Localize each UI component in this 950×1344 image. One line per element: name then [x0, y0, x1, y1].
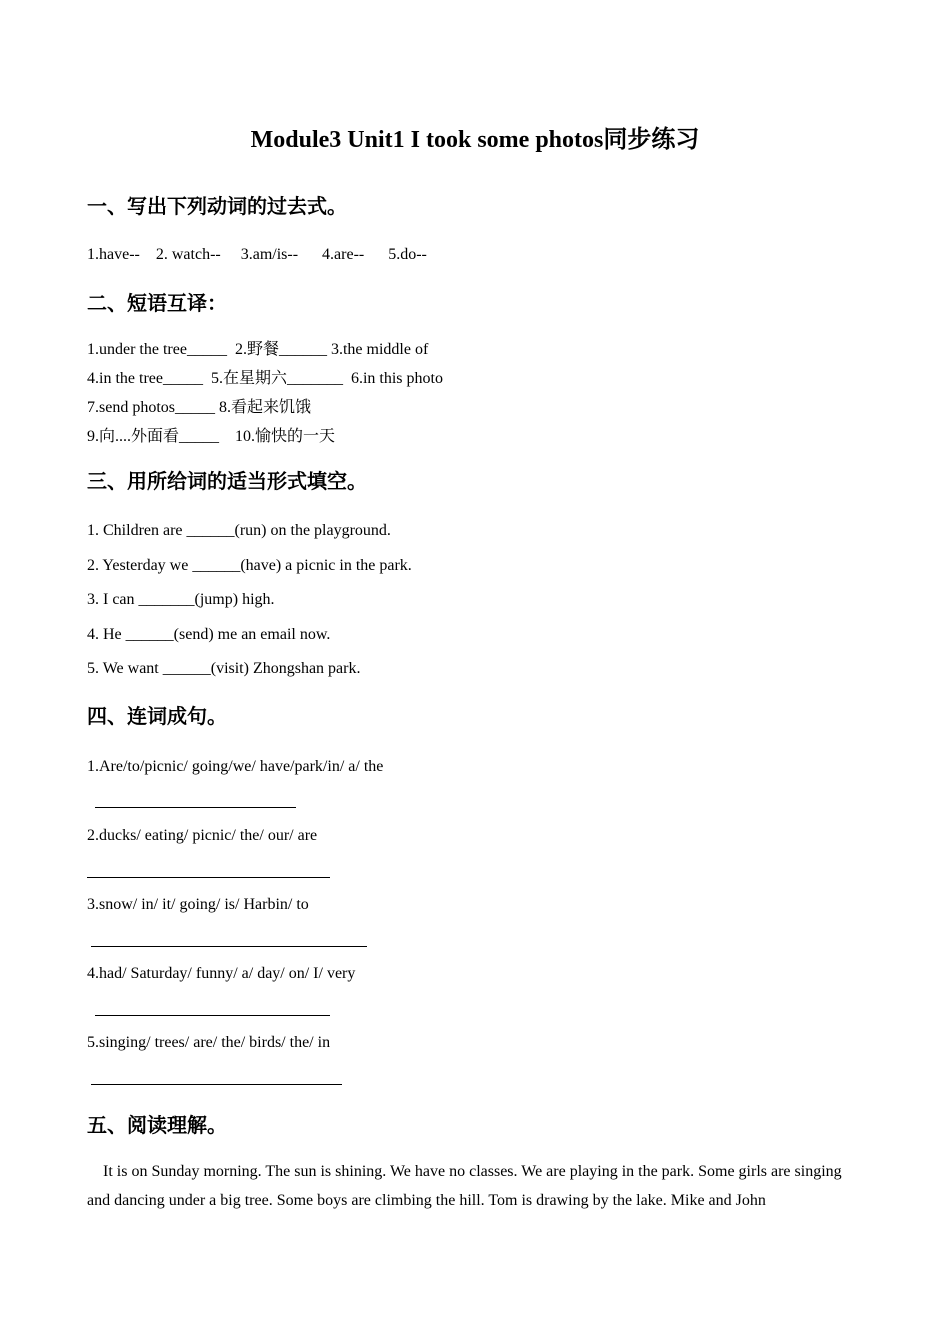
section-3-heading: 三、用所给词的适当形式填空。 [87, 469, 367, 493]
section-5-heading: 五、阅读理解。 [87, 1113, 227, 1137]
fill-item-3: 3. I can _______(jump) high. [87, 591, 275, 608]
sentence-item-2: 2.ducks/ eating/ picnic/ the/ our/ are [87, 827, 318, 844]
phrase-line-3: 7.send photos_____ 8.看起来饥饿 [87, 399, 312, 416]
sentence-item-1: 1.Are/to/picnic/ going/we/ have/park/in/ a/ the [87, 758, 384, 775]
sentence-item-5: 5.singing/ trees/ are/ the/ birds/ the/ in [87, 1034, 331, 1051]
phrase-line-1: 1.under the tree_____ 2.野餐______ 3.the middle of [87, 341, 429, 358]
fill-item-4: 4. He ______(send) me an email now. [87, 626, 331, 643]
sentence-item-3: 3.snow/ in/ it/ going/ is/ Harbin/ to [87, 896, 309, 913]
page-title: Module3 Unit1 I took some photos同步练习 [250, 127, 700, 153]
answer-line-4 [95, 1015, 330, 1016]
reading-passage: It is on Sunday morning. The sun is shining. We have no classes. We are playing in the park. Some girls are singing and dancing under a big tree. Some boys are climbing the hill. Tom is drawing by the lake. Mike and John [87, 1163, 842, 1209]
fill-item-1: 1. Children are ______(run) on the playground. [87, 522, 391, 539]
phrase-line-4: 9.向....外面看_____ 10.愉快的一天 [87, 428, 336, 445]
answer-line-2 [87, 877, 330, 878]
section-2-heading: 二、短语互译： [87, 291, 227, 315]
phrase-line-2: 4.in the tree_____ 5.在星期六_______ 6.in this photo [87, 370, 443, 387]
section-1-verbs: 1.have-- 2. watch-- 3.am/is-- 4.are-- 5.do-- [87, 246, 427, 263]
fill-item-5: 5. We want ______(visit) Zhongshan park. [87, 660, 361, 677]
fill-item-2: 2. Yesterday we ______(have) a picnic in the park. [87, 557, 412, 574]
section-1-heading: 一、写出下列动词的过去式。 [87, 194, 347, 218]
answer-line-5 [91, 1084, 342, 1085]
section-4-heading: 四、连词成句。 [87, 704, 227, 728]
answer-line-3 [91, 946, 367, 947]
answer-line-1 [95, 807, 296, 808]
sentence-item-4: 4.had/ Saturday/ funny/ a/ day/ on/ I/ very [87, 965, 356, 982]
